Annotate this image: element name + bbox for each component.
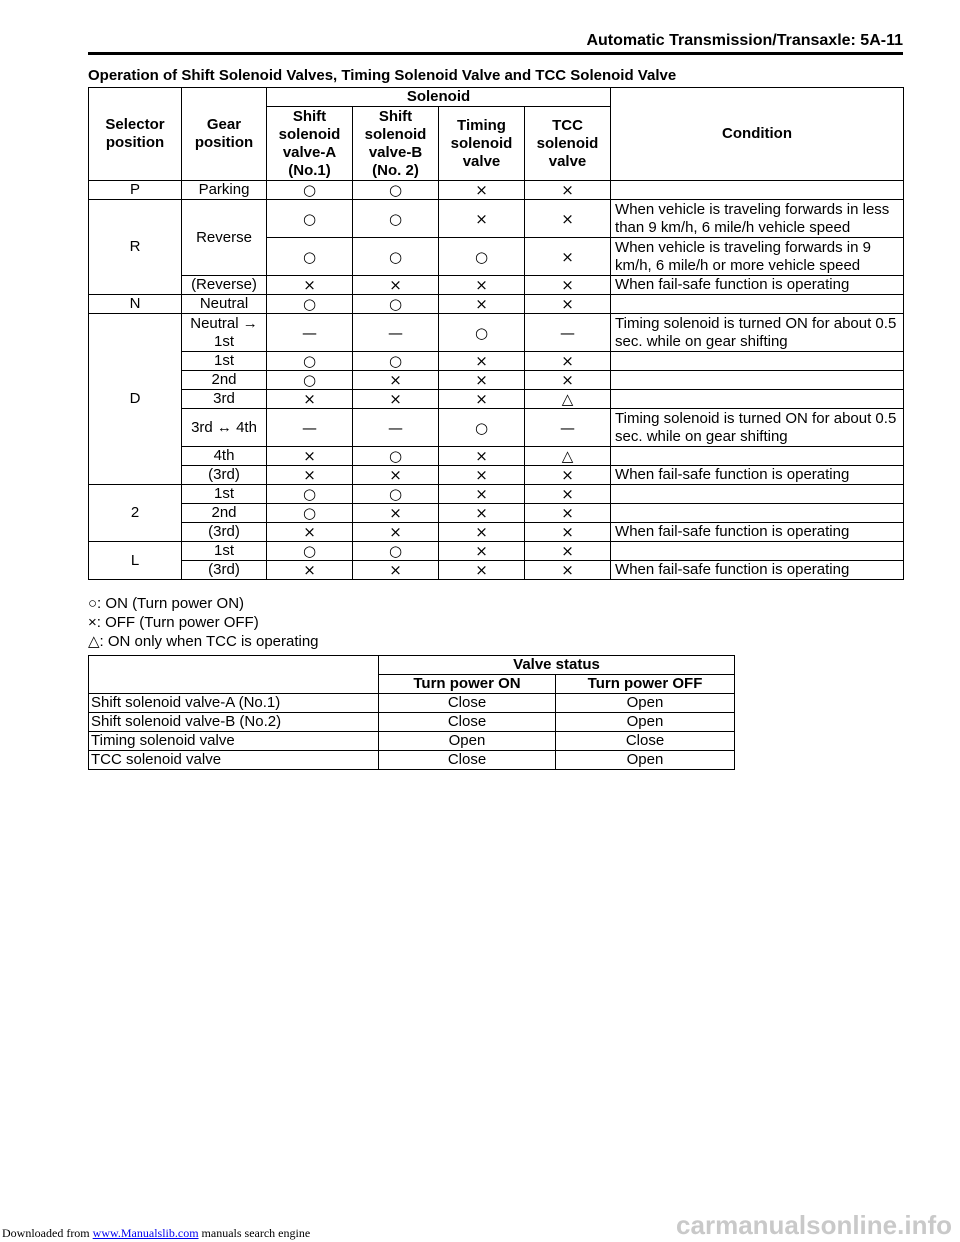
condition-cell [611,504,904,523]
shift-b-cell: × [353,561,439,580]
gear-cell: Neutral [182,295,267,314]
tcc-cell: × [525,352,611,371]
shift-b-cell: ○ [353,352,439,371]
page-header [88,30,903,55]
tcc-cell: × [525,466,611,485]
shift-b-cell: × [353,276,439,295]
shift-b-cell: × [353,504,439,523]
header-turn-power-on: Turn power ON [379,675,556,694]
gear-cell: (3rd) [182,523,267,542]
timing-cell: × [439,447,525,466]
table-row [89,504,904,523]
watermark: carmanualsonline.info [676,1210,952,1240]
header-gear-position: Gear position [182,88,267,181]
gear-cell: 1st [182,352,267,371]
table-row [89,447,904,466]
timing-cell: × [439,542,525,561]
header-timing: Timing solenoid valve [439,107,525,181]
shift-a-cell: ○ [267,504,353,523]
condition-cell [611,181,904,200]
condition-cell [611,485,904,504]
gear-cell: 2nd [182,371,267,390]
shift-b-cell: ○ [353,238,439,276]
header-selector-position: Selector position [89,88,182,181]
legend-off: ×: OFF (Turn power OFF) [88,614,259,631]
shift-a-cell: ○ [267,542,353,561]
shift-b-cell: ○ [353,542,439,561]
timing-cell: × [439,504,525,523]
shift-a-cell: ○ [267,181,353,200]
power-off-cell: Open [556,694,735,713]
selector-cell: L [89,542,182,580]
power-off-cell: Close [556,732,735,751]
tcc-cell: × [525,276,611,295]
table-row [89,295,904,314]
shift-a-cell: — [267,409,353,447]
tcc-cell: — [525,409,611,447]
timing-cell: ○ [439,314,525,352]
condition-cell: When fail-safe function is operating [611,276,904,295]
table-row [89,751,735,770]
solenoid-operation-table [88,87,904,580]
selector-cell: P [89,181,182,200]
gear-cell: 1st [182,542,267,561]
shift-b-cell: ○ [353,200,439,238]
tcc-cell: × [525,523,611,542]
shift-a-cell: ○ [267,295,353,314]
table-row [89,694,735,713]
gear-cell: (Reverse) [182,276,267,295]
shift-b-cell: × [353,371,439,390]
valve-label-cell: Shift solenoid valve-B (No.2) [89,713,379,732]
table-row [89,371,904,390]
legend-tcc: △: ON only when TCC is operating [88,633,319,650]
timing-cell: × [439,352,525,371]
shift-b-cell: ○ [353,447,439,466]
footer-prefix: Downloaded from [2,1226,93,1240]
condition-cell: When fail-safe function is operating [611,466,904,485]
timing-cell: × [439,466,525,485]
header-tcc: TCC solenoid valve [525,107,611,181]
shift-b-cell: ○ [353,295,439,314]
condition-cell: When fail-safe function is operating [611,523,904,542]
shift-a-cell: × [267,447,353,466]
condition-cell: When vehicle is traveling forwards in less than 9 km/h, 6 mile/h vehicle speed [611,200,904,238]
header-condition: Condition [611,88,904,181]
shift-a-cell: × [267,390,353,409]
selector-cell: 2 [89,485,182,542]
shift-a-cell: × [267,523,353,542]
gear-cell: Reverse [182,200,267,276]
section-title: Operation of Shift Solenoid Valves, Timing Solenoid Valve and TCC Solenoid Valve [88,67,677,84]
timing-cell: × [439,561,525,580]
shift-a-cell: × [267,276,353,295]
power-on-cell: Close [379,751,556,770]
tcc-cell: × [525,485,611,504]
valve-label-cell: TCC solenoid valve [89,751,379,770]
timing-cell: × [439,390,525,409]
condition-cell [611,542,904,561]
shift-b-cell: — [353,409,439,447]
solenoid-table-body [89,181,904,580]
condition-cell [611,371,904,390]
gear-cell: (3rd) [182,561,267,580]
header-valve-status: Valve status [379,656,735,675]
shift-a-cell: ○ [267,371,353,390]
header-solenoid: Solenoid [267,88,611,107]
gear-cell: 3rd [182,390,267,409]
gear-cell: Parking [182,181,267,200]
shift-a-cell: × [267,561,353,580]
timing-cell: × [439,295,525,314]
condition-cell: Timing solenoid is turned ON for about 0.5 sec. while on gear shifting [611,314,904,352]
table-row [89,390,904,409]
gear-cell: (3rd) [182,466,267,485]
table-row [89,276,904,295]
gear-cell: 4th [182,447,267,466]
selector-cell: R [89,200,182,295]
timing-cell: × [439,485,525,504]
timing-cell: × [439,181,525,200]
gear-cell: 2nd [182,504,267,523]
table-row [89,561,904,580]
table-row [89,352,904,371]
valve-status-table [88,655,735,770]
shift-a-cell: — [267,314,353,352]
shift-a-cell: × [267,466,353,485]
legend-on: ○: ON (Turn power ON) [88,595,245,612]
tcc-cell: — [525,314,611,352]
power-off-cell: Open [556,713,735,732]
condition-cell [611,447,904,466]
tcc-cell: × [525,542,611,561]
shift-a-cell: ○ [267,238,353,276]
shift-b-cell: ○ [353,181,439,200]
table-row [89,485,904,504]
tcc-cell: △ [525,390,611,409]
valve-status-corner [89,656,379,675]
tcc-cell: △ [525,447,611,466]
valve-status-body [89,694,735,770]
shift-b-cell: — [353,314,439,352]
shift-b-cell: × [353,390,439,409]
timing-cell: × [439,371,525,390]
condition-cell: Timing solenoid is turned ON for about 0.5 sec. while on gear shifting [611,409,904,447]
table-row [89,314,904,352]
selector-cell: D [89,314,182,485]
timing-cell: × [439,523,525,542]
valve-status-corner-lower [89,675,379,694]
header-shift-a: Shift solenoid valve-A (No.1) [267,107,353,181]
header-turn-power-off: Turn power OFF [556,675,735,694]
shift-b-cell: × [353,523,439,542]
footer-suffix: manuals search engine [198,1226,311,1240]
table-row [89,181,904,200]
table-row [89,200,904,238]
power-off-cell: Open [556,751,735,770]
valve-label-cell: Shift solenoid valve-A (No.1) [89,694,379,713]
shift-a-cell: ○ [267,485,353,504]
tcc-cell: × [525,371,611,390]
legend [88,594,319,651]
timing-cell: ○ [439,238,525,276]
timing-cell: ○ [439,409,525,447]
manualslib-link[interactable]: www.Manualslib.com [92,1226,199,1240]
selector-cell: N [89,295,182,314]
valve-label-cell: Timing solenoid valve [89,732,379,751]
table-row [89,409,904,447]
condition-cell [611,352,904,371]
power-on-cell: Close [379,694,556,713]
header-shift-b: Shift solenoid valve-B (No. 2) [353,107,439,181]
tcc-cell: × [525,181,611,200]
gear-cell: Neutral → 1st [182,314,267,352]
table-row [89,542,904,561]
condition-cell: When fail-safe function is operating [611,561,904,580]
footer [2,1226,310,1241]
timing-cell: × [439,200,525,238]
gear-cell: 3rd ↔ 4th [182,409,267,447]
condition-cell: When vehicle is traveling forwards in 9 km/h, 6 mile/h or more vehicle speed [611,238,904,276]
shift-b-cell: ○ [353,485,439,504]
tcc-cell: × [525,504,611,523]
shift-b-cell: × [353,466,439,485]
table-row [89,732,735,751]
power-on-cell: Open [379,732,556,751]
condition-cell [611,295,904,314]
gear-cell: 1st [182,485,267,504]
timing-cell: × [439,276,525,295]
table-row [89,523,904,542]
condition-cell [611,390,904,409]
tcc-cell: × [525,561,611,580]
shift-a-cell: ○ [267,200,353,238]
table-row [89,466,904,485]
shift-a-cell: ○ [267,352,353,371]
tcc-cell: × [525,200,611,238]
header-title: Automatic Transmission/Transaxle: 5A-11 [586,32,903,49]
tcc-cell: × [525,295,611,314]
power-on-cell: Close [379,713,556,732]
tcc-cell: × [525,238,611,276]
table-row [89,713,735,732]
